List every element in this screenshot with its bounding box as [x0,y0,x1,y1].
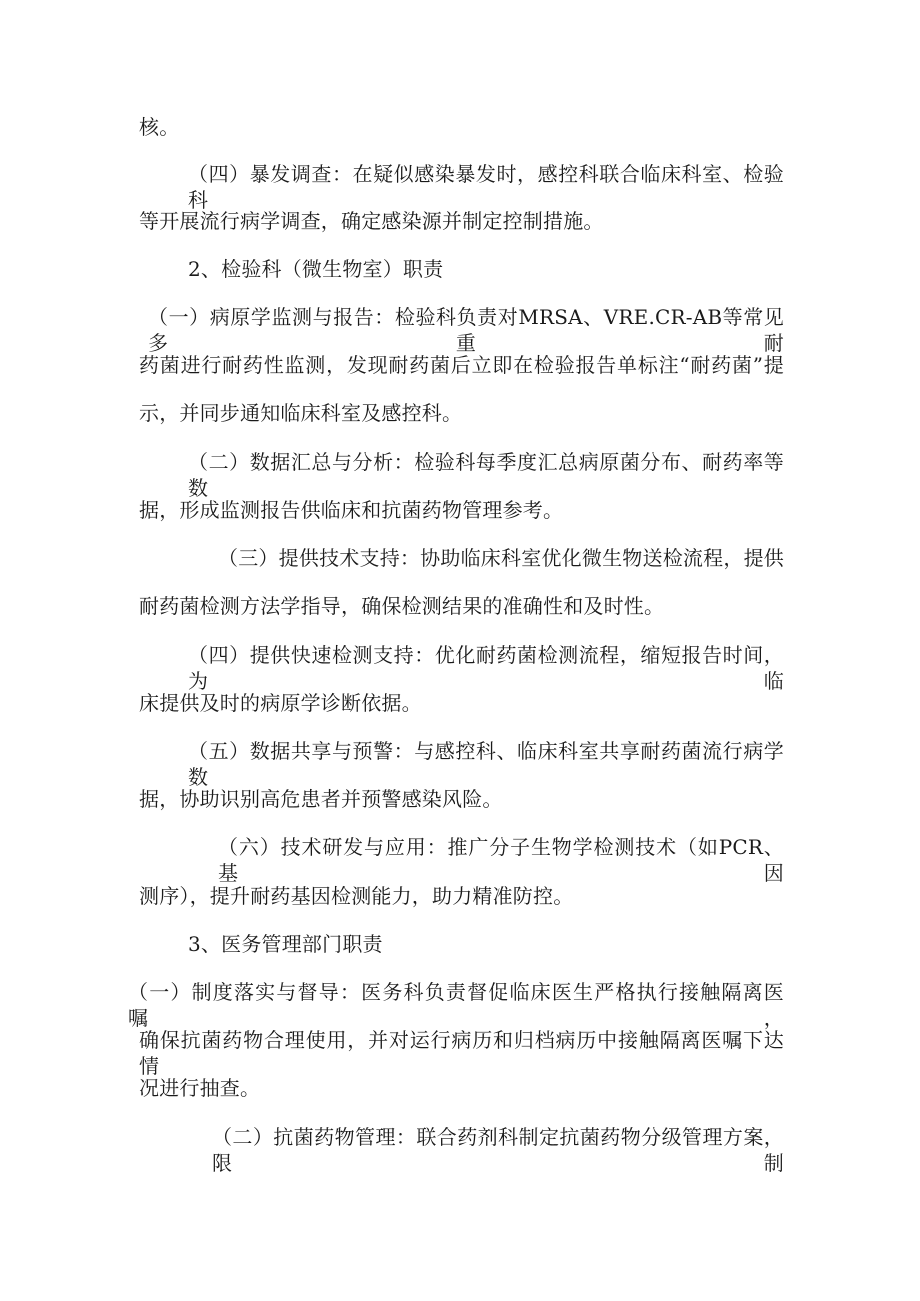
paragraph-technical-support-line-1: （三）提供技术支持：协助临床科室优化微生物送检流程，提供 [218,546,784,570]
paragraph-pathogen-monitoring-line-1: （一）病原学监测与报告：检验科负责对MRSA、VRE.CR-AB等常见多重耐 [148,305,784,355]
paragraph-tech-research-line-2: 测序），提升耐药基因检测能力，助力精准防控。 [139,884,574,908]
paragraph-outbreak-investigation-line-1: （四）暴发调查：在疑似感染暴发时，感控科联合临床科室、检验科 [188,162,784,212]
paragraph-pathogen-monitoring-line-3: 示，并同步通知临床科室及感控科。 [139,401,463,425]
paragraph-rapid-testing-line-2: 床提供及时的病原学诊断依据。 [139,691,422,715]
paragraph-data-sharing-line-2: 据，协助识别高危患者并预警感染风险。 [139,787,503,811]
section-heading-medical-admin-duties: 3、医务管理部门职责 [188,932,383,956]
section-heading-lab-duties: 2、检验科（微生物室）职责 [188,257,444,281]
paragraph-antibiotic-management-line-1: （二）抗菌药物管理：联合药剂科制定抗菌药物分级管理方案，限制 [212,1125,784,1175]
paragraph-policy-supervision-line-3: 况进行抽查。 [139,1076,261,1100]
paragraph-data-analysis-line-2: 据，形成监测报告供临床和抗菌药物管理参考。 [139,498,564,522]
paragraph-pathogen-monitoring-line-2: 药菌进行耐药性监测，发现耐药菌后立即在检验报告单标注“耐药菌”提 [139,353,784,377]
paragraph-rapid-testing-line-1: （四）提供快速检测支持：优化耐药菌检测流程，缩短报告时间，为临 [188,643,784,693]
paragraph-data-analysis-line-1: （二）数据汇总与分析：检验科每季度汇总病原菌分布、耐药率等数 [188,450,784,500]
paragraph-outbreak-investigation-line-2: 等开展流行病学调查，确定感染源并制定控制措施。 [139,209,604,233]
paragraph-tech-research-line-1: （六）技术研发与应用：推广分子生物学检测技术（如PCR、基因 [218,835,784,885]
paragraph-policy-supervision-line-2: 确保抗菌药物合理使用，并对运行病历和归档病历中接触隔离医嘱下达情 [139,1028,784,1078]
text-line-continuation: 核。 [139,115,180,139]
paragraph-data-sharing-line-1: （五）数据共享与预警：与感控科、临床科室共享耐药菌流行病学数 [188,739,784,789]
paragraph-technical-support-line-2: 耐药菌检测方法学指导，确保检测结果的准确性和及时性。 [139,594,665,618]
paragraph-policy-supervision-line-1: （一）制度落实与督导：医务科负责督促临床医生严格执行接触隔离医嘱， [128,980,784,1030]
